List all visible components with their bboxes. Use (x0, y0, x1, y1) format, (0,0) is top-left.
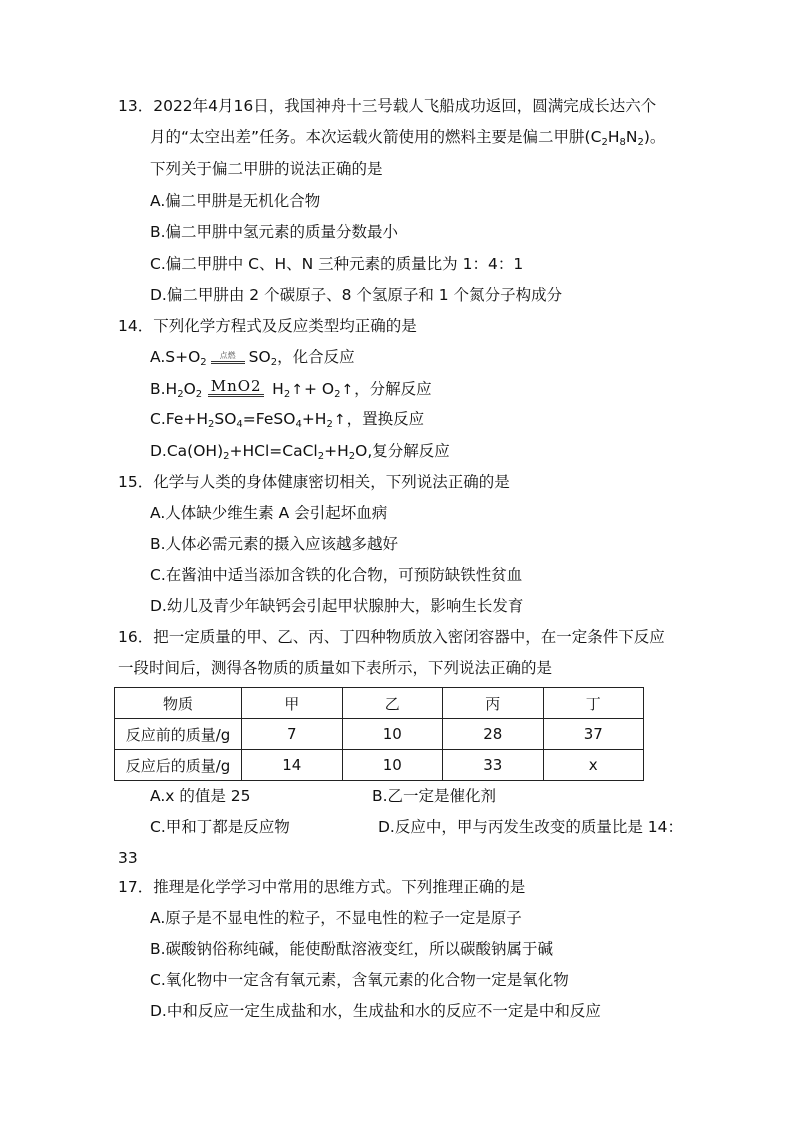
formula-part: =FeSO (242, 410, 296, 428)
q16-option-b: B.乙一定是催化剂 (372, 787, 497, 805)
q15-option-d: D.幼儿及青少年缺钙会引起甲状腺肿大，影响生长发育 (150, 597, 524, 615)
formula-part: +HCl=CaCl (229, 442, 318, 460)
table-row (115, 750, 644, 781)
table-header-cell: 丁 (543, 688, 644, 719)
q17-option-a: A.原子是不显电性的粒子，不显电性的粒子一定是原子 (150, 909, 522, 927)
reaction-condition-catalyst: MnO2 (208, 378, 264, 397)
q14-option-d (150, 441, 450, 461)
formula-part: D.Ca(OH) (150, 442, 224, 460)
formula-part: +H (324, 442, 349, 460)
q14-option-a (150, 347, 355, 367)
subscript: 2 (601, 137, 608, 148)
subscript: 2 (348, 451, 356, 462)
q13-option-d: D.偏二甲肼由 2 个碳原子、8 个氢原子和 1 个氮分子构成分 (150, 286, 563, 304)
q15-option-c: C.在酱油中适当添加含铁的化合物，可预防缺铁性贫血 (150, 566, 523, 584)
q13-stem-line3: 下列关于偏二甲肼的说法正确的是 (150, 160, 383, 178)
subscript: 2 (195, 389, 203, 400)
q13-stem-line2 (150, 127, 665, 147)
table-cell: 33 (443, 750, 544, 781)
formula-part: SO (248, 348, 271, 366)
q16-option-d: D.反应中，甲与丙发生改变的质量比是 14： (378, 818, 684, 836)
table-cell: 10 (342, 750, 443, 781)
table-cell: 7 (242, 719, 343, 750)
subscript: 2 (200, 357, 207, 368)
q16-option-c: C.甲和丁都是反应物 (150, 818, 290, 836)
reaction-type: O,复分解反应 (355, 442, 450, 460)
table-cell: 反应前的质量/g (115, 719, 242, 750)
q13-stem-line1: 13．2022年4月16日，我国神舟十三号载人飞船成功返回，圆满完成长达六个 (118, 97, 657, 115)
q17-option-b: B.碳酸钠俗称纯碱，能使酚酞溶液变红，所以碳酸钠属于碱 (150, 940, 554, 958)
table-cell: 10 (342, 719, 443, 750)
q15-option-b: B.人体必需元素的摄入应该越多越好 (150, 535, 399, 553)
table-cell: 14 (242, 750, 343, 781)
reaction-condition-ignite: 点燃 (211, 351, 245, 364)
table-row (115, 719, 644, 750)
gas-arrow-icon: ↑ (341, 382, 354, 398)
q13-option-a: A.偏二甲肼是无机化合物 (150, 192, 321, 210)
formula-part: C.Fe+H (150, 410, 208, 428)
table-header-cell: 甲 (242, 688, 343, 719)
table-header-cell: 乙 (342, 688, 443, 719)
mass-table (114, 687, 644, 781)
table-cell: x (543, 750, 644, 781)
table-cell: 37 (543, 719, 644, 750)
q16-stem-line1: 16．把一定质量的甲、乙、丙、丁四种物质放入密闭容器中，在一定条件下反应 (118, 628, 665, 646)
subscript: 2 (270, 357, 278, 368)
q15-option-a: A.人体缺少维生素 A 会引起坏血病 (150, 504, 388, 522)
gas-arrow-icon: ↑ (333, 412, 346, 428)
subscript: 8 (619, 137, 626, 148)
table-header-row (115, 688, 644, 719)
subscript: 4 (295, 419, 302, 430)
q13-option-b: B.偏二甲肼中氢元素的质量分数最小 (150, 223, 399, 241)
q16-stem-line2: 一段时间后，测得各物质的质量如下表所示，下列说法正确的是 (118, 659, 553, 677)
q17-option-c: C.氧化物中一定含有氧元素，含氧元素的化合物一定是氧化物 (150, 971, 569, 989)
formula-part: )。 (643, 128, 666, 146)
q16-option-d-continued: 33 (118, 849, 138, 867)
table-cell: 反应后的质量/g (115, 750, 242, 781)
subscript: 2 (283, 389, 291, 400)
subscript: 2 (637, 137, 644, 148)
formula-part: +H (301, 410, 327, 428)
q14-stem: 14．下列化学方程式及反应类型均正确的是 (118, 317, 417, 335)
q13-option-c: C.偏二甲肼中 C、H、N 三种元素的质量比为 1：4：1 (150, 255, 524, 273)
subscript: 2 (177, 389, 184, 400)
q16-option-a: A.x 的值是 25 (150, 787, 251, 805)
formula-part: + O (303, 380, 335, 398)
subscript: 2 (334, 389, 341, 400)
formula-part: H (607, 128, 620, 146)
formula-part: SO (214, 410, 237, 428)
subscript: 2 (223, 451, 230, 462)
reaction-type: ，化合反应 (277, 348, 355, 366)
subscript: 2 (317, 451, 325, 462)
subscript: 4 (236, 419, 243, 430)
table-header-cell: 丙 (443, 688, 544, 719)
q15-stem: 15．化学与人类的身体健康密切相关，下列说法正确的是 (118, 473, 510, 491)
q17-stem: 17．推理是化学学习中常用的思维方式。下列推理正确的是 (118, 878, 526, 896)
formula-part: N (625, 128, 638, 146)
q14-option-b (150, 378, 432, 400)
reaction-type: ，分解反应 (354, 380, 432, 398)
reaction-type: ，置换反应 (346, 410, 425, 428)
subscript: 2 (326, 419, 333, 430)
q14-option-c (150, 409, 424, 430)
table-header-cell: 物质 (115, 688, 242, 719)
formula-part: H (272, 380, 284, 398)
formula-part: B.H (150, 380, 178, 398)
q17-option-d: D.中和反应一定生成盐和水，生成盐和水的反应不一定是中和反应 (150, 1002, 601, 1020)
subscript: 2 (208, 419, 215, 430)
table-cell: 28 (443, 719, 544, 750)
formula-part: A.S+O (150, 348, 201, 366)
gas-arrow-icon: ↑ (291, 382, 303, 398)
formula-part: O (183, 380, 196, 398)
q13-line2-text: 月的“太空出差”任务。本次运载火箭使用的燃料主要是偏二甲肼(C (150, 128, 602, 146)
